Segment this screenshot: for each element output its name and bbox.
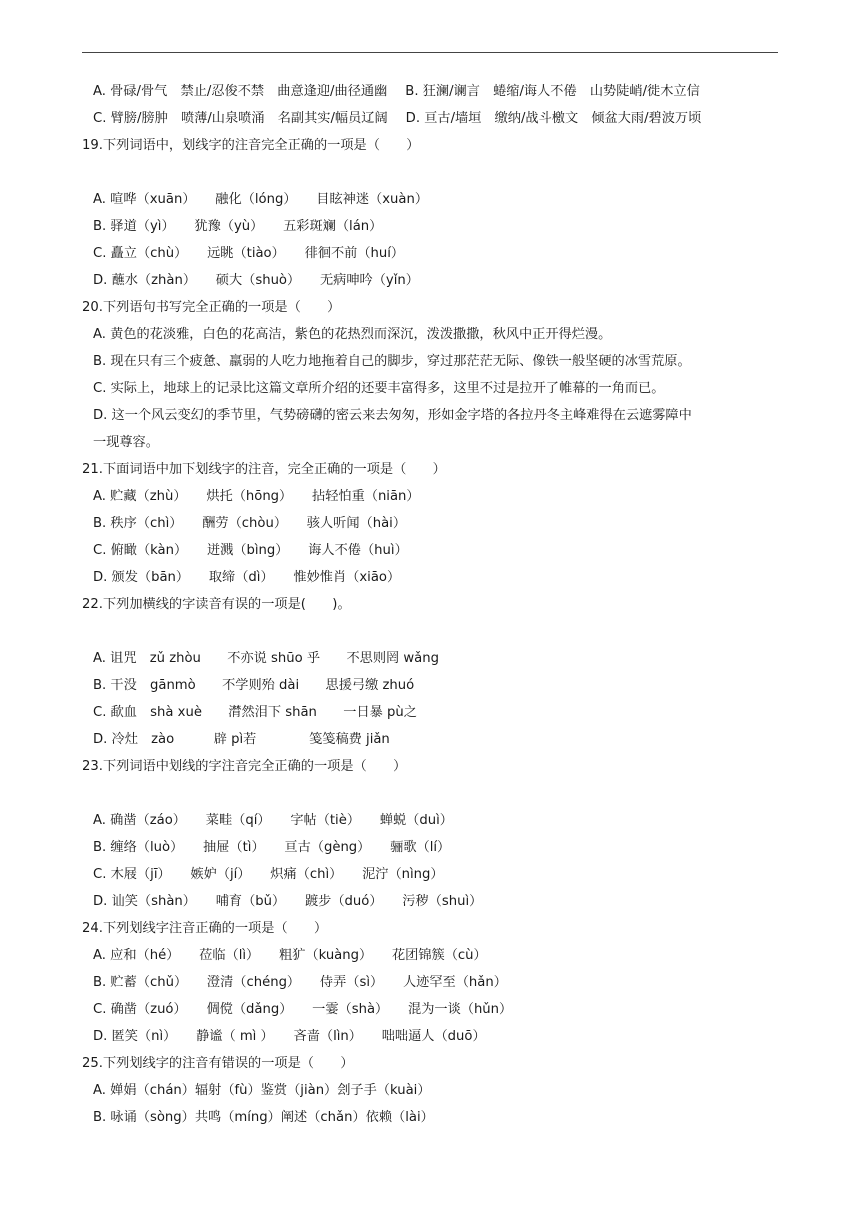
q18-option-c: C. 臂膀/膀肿 喷薄/山泉喷涌 名副其实/幅员辽阔 — [93, 111, 388, 126]
q21-option-c: C. 俯瞰（kàn） 迸溅（bìng） 诲人不倦（huì） — [93, 543, 408, 558]
q18-option-a: A. 骨碌/骨气 禁止/忍俊不禁 曲意逢迎/曲径通幽 — [93, 84, 388, 99]
q22-option-c: C. 歃血 shà xuè 潸然泪下 shān 一日暴 pù之 — [93, 705, 417, 720]
q20-option-a: A. 黄色的花淡雅，白色的花高洁，紫色的花热烈而深沉，泼泼撒撒，秋风中正开得烂漫。 — [93, 327, 612, 342]
spacer — [82, 780, 782, 807]
q23-stem: 23.下列词语中划线的字注音完全正确的一项是（ ） — [82, 759, 407, 774]
q19-stem: 19.下列词语中，划线字的注音完全正确的一项是（ ） — [82, 138, 420, 153]
q22-option-d: D. 冷灶 zào 辟 pì若 笺笺稿费 jiǎn — [93, 732, 390, 747]
document-page — [82, 78, 782, 1131]
q19-option-c: C. 矗立（chù） 远眺（tiào） 徘徊不前（huí） — [93, 246, 405, 261]
q25-option-a: A. 婵娟（chán）辐射（fù）鉴赏（jiàn）刽子手（kuài） — [93, 1083, 431, 1098]
q23-option-c: C. 木屐（jī） 嫉妒（jí） 炽痛（chì） 泥泞（nìng） — [93, 867, 444, 882]
q24-option-c: C. 确凿（zuó） 倜傥（dǎng） 一霎（shà） 混为一谈（hǔn） — [93, 1002, 513, 1017]
q24-option-b: B. 贮蓄（chǔ） 澄清（chéng） 侍弄（sì） 人迹罕至（hǎn） — [93, 975, 507, 990]
q22-option-a: A. 诅咒 zǔ zhòu 不亦说 shūo 乎 不思则罔 wǎng — [93, 651, 439, 666]
q20-option-d-continued: 一现尊容。 — [93, 435, 159, 450]
q25-stem: 25.下列划线字的注音有错误的一项是（ ） — [82, 1056, 354, 1071]
q24-option-a: A. 应和（hé） 莅临（lì） 粗犷（kuàng） 花团锦簇（cù） — [93, 948, 487, 963]
q19-option-d: D. 蘸水（zhàn） 硕大（shuò） 无病呻吟（yǐn） — [93, 273, 419, 288]
q18-option-d: D. 亘古/墙垣 缴纳/战斗檄文 倾盆大雨/碧波万顷 — [405, 111, 702, 126]
spacer — [82, 618, 782, 645]
header-rule — [82, 52, 778, 53]
q18-option-row-2 — [82, 105, 782, 132]
q20-option-b: B. 现在只有三个疲惫、羸弱的人吃力地拖着自己的脚步，穿过那茫茫无际、像铁一般坚硬的冰雪荒原。 — [93, 354, 691, 369]
q23-option-d: D. 讪笑（shàn） 哺育（bǔ） 踱步（duó） 污秽（shuì） — [93, 894, 483, 909]
q20-stem: 20.下列语句书写完全正确的一项是（ ） — [82, 300, 341, 315]
q22-stem: 22.下列加横线的字读音有误的一项是( )。 — [82, 597, 351, 612]
q21-stem: 21.下面词语中加下划线字的注音，完全正确的一项是（ ） — [82, 462, 446, 477]
spacer — [82, 159, 782, 186]
q24-option-d: D. 匿笑（nì） 静谧（ mì ） 吝啬（lìn） 咄咄逼人（duō） — [93, 1029, 486, 1044]
q25-option-b: B. 咏诵（sòng）共鸣（míng）阐述（chǎn）依赖（lài） — [93, 1110, 434, 1125]
q23-option-a: A. 确凿（záo） 菜畦（qí） 字帖（tiè） 蝉蜕（duì） — [93, 813, 453, 828]
q21-option-d: D. 颁发（bān） 取缔（dì） 惟妙惟肖（xiāo） — [93, 570, 401, 585]
q20-option-d: D. 这一个风云变幻的季节里，气势磅礴的密云来去匆匆，形如金字塔的各拉丹冬主峰难得在云遮雾障中 — [93, 408, 692, 423]
q19-option-b: B. 驿道（yì） 犹豫（yù） 五彩斑斓（lán） — [93, 219, 383, 234]
q19-option-a: A. 喧哗（xuān） 融化（lóng） 目眩神迷（xuàn） — [93, 192, 429, 207]
q22-option-b: B. 干没 gānmò 不学则殆 dài 思援弓缴 zhuó — [93, 678, 415, 693]
q21-option-b: B. 秩序（chì） 酬劳（chòu） 骇人听闻（hài） — [93, 516, 407, 531]
q18-option-row-1 — [82, 78, 782, 105]
q21-option-a: A. 贮藏（zhù） 烘托（hōng） 拈轻怕重（niān） — [93, 489, 420, 504]
q24-stem: 24.下列划线字注音正确的一项是（ ） — [82, 921, 328, 936]
q23-option-b: B. 缠络（luò） 抽屉（tì） 亘古（gèng） 骊歌（lí） — [93, 840, 451, 855]
q20-option-c: C. 实际上，地球上的记录比这篇文章所介绍的还要丰富得多，这里不过是拉开了帷幕的一角而已。 — [93, 381, 665, 396]
q18-option-b: B. 狂澜/谰言 蜷缩/诲人不倦 山势陡峭/徙木立信 — [405, 84, 700, 99]
